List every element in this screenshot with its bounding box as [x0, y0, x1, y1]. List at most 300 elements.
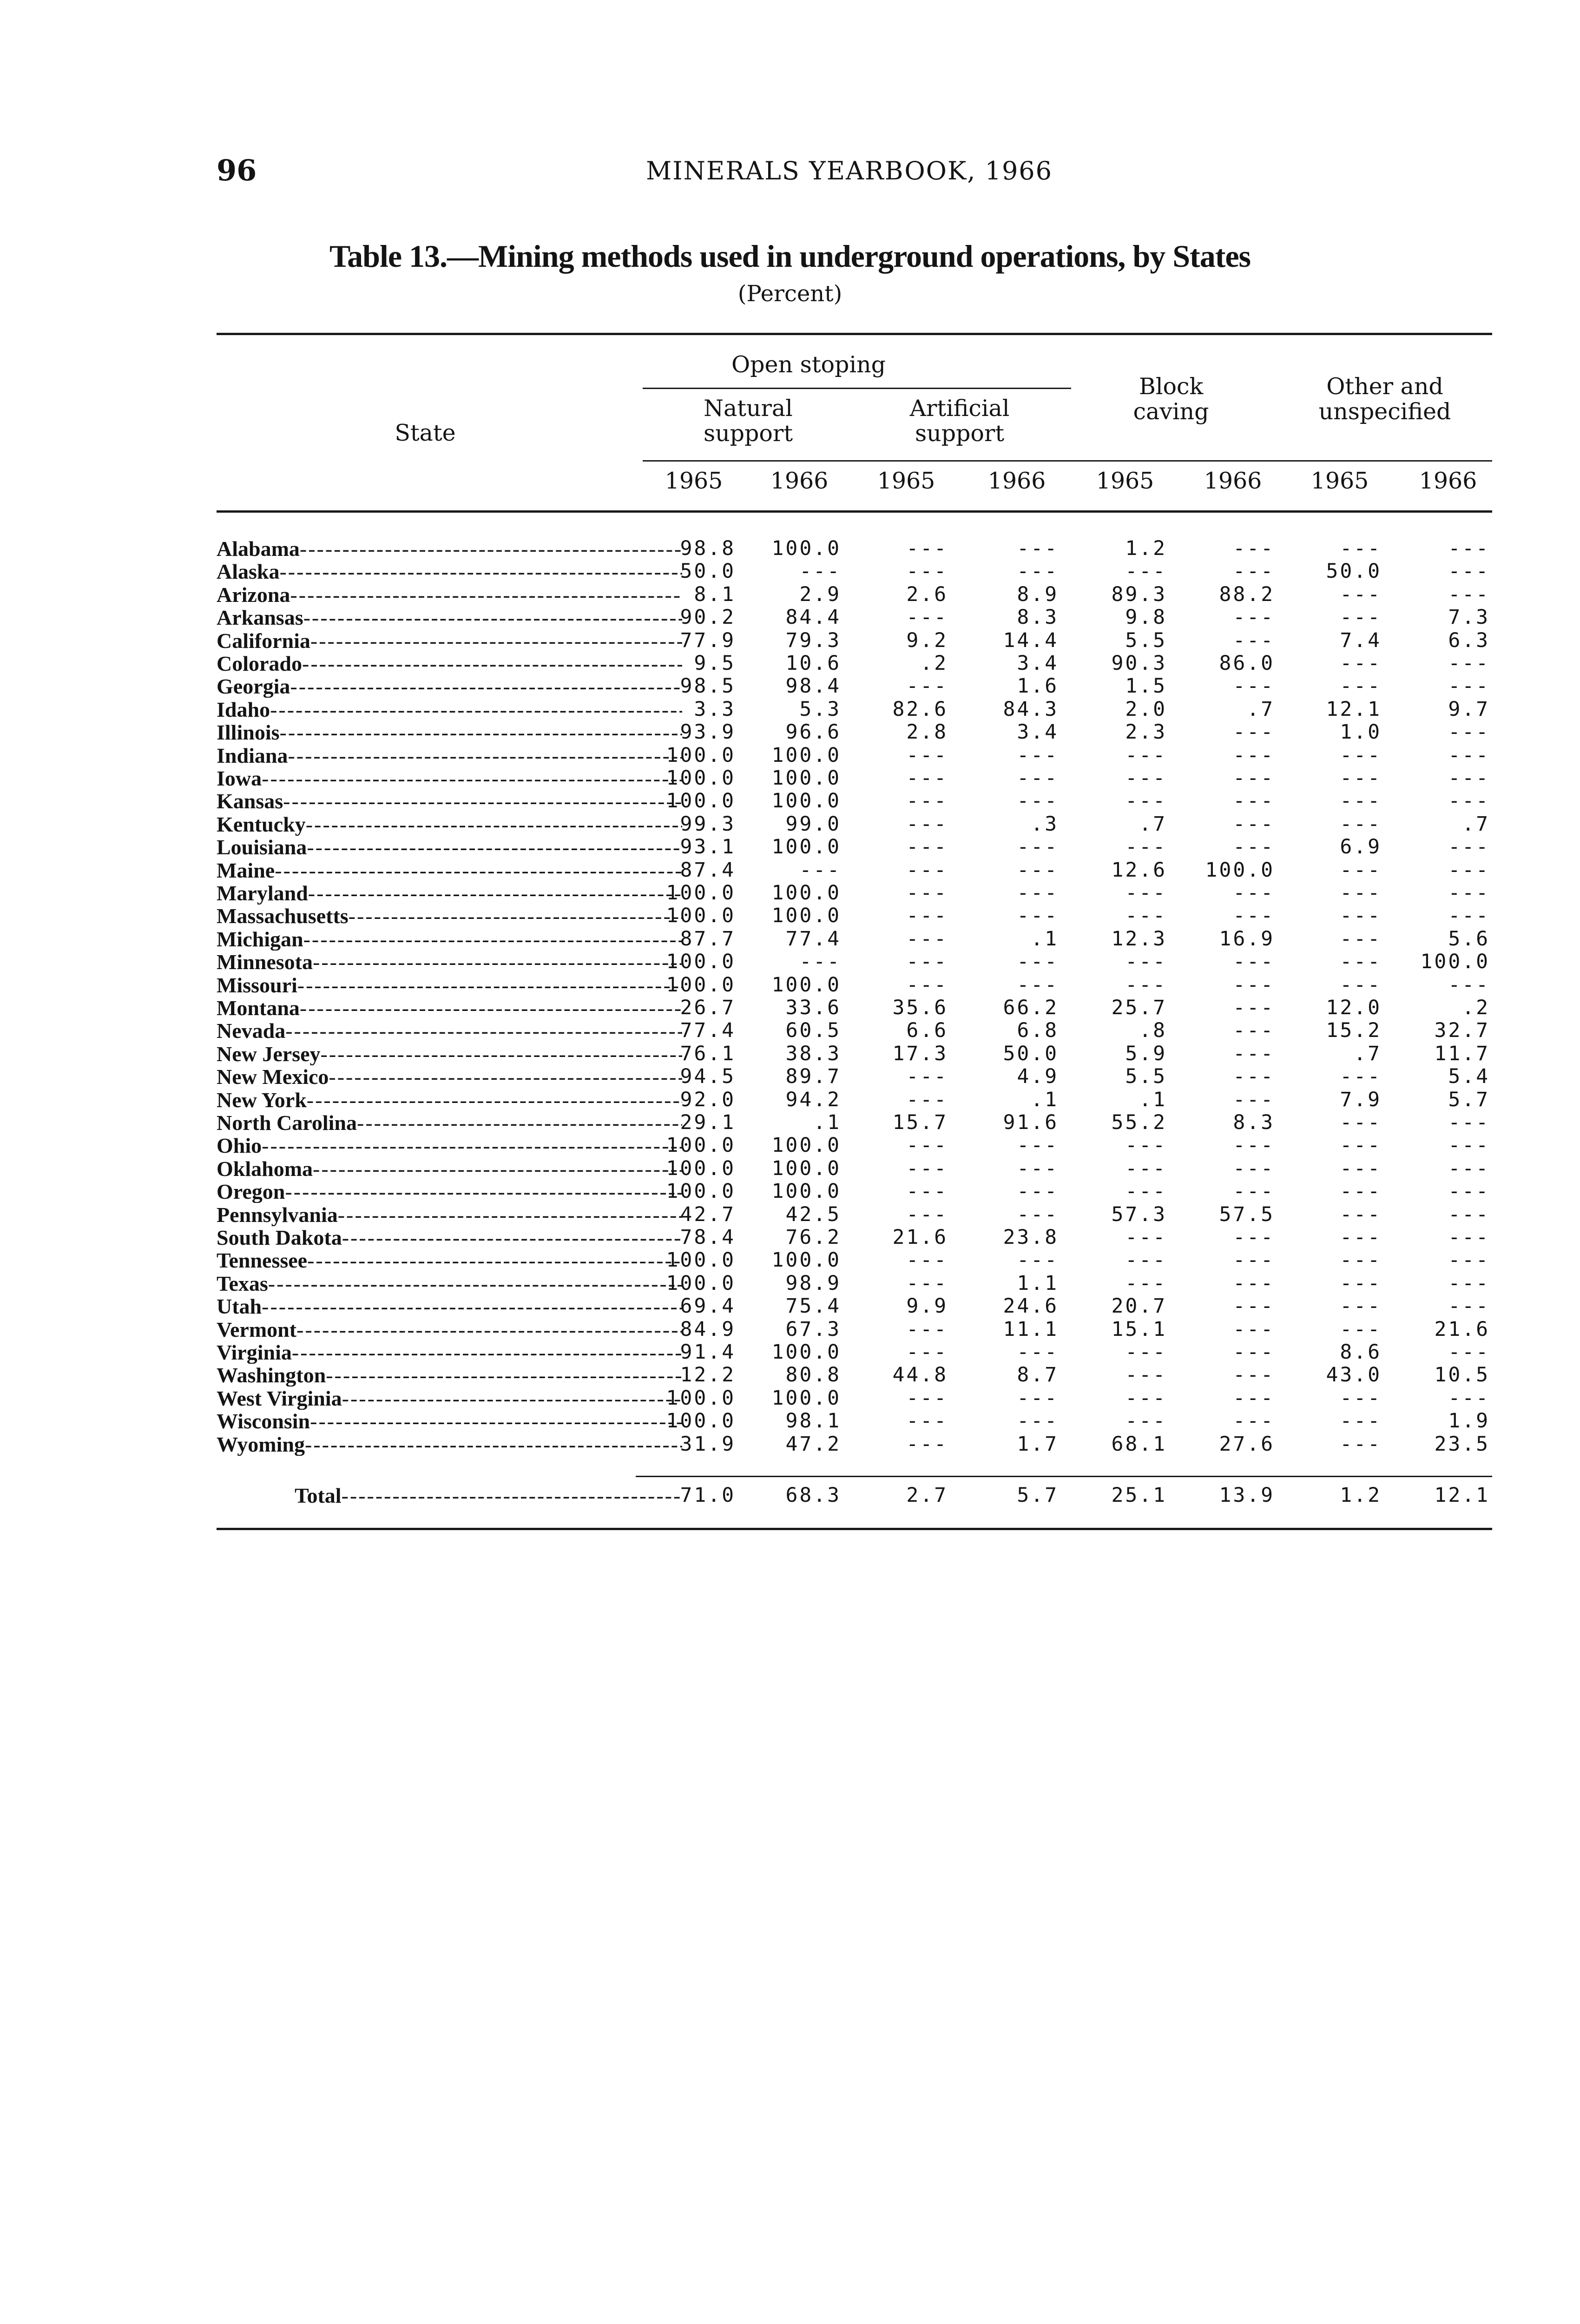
table-cell: 99.0: [785, 812, 841, 836]
table-cell: ---: [1125, 1248, 1167, 1272]
table-cell: 84.3: [1003, 698, 1059, 721]
table-cell: ---: [906, 904, 948, 927]
table-row: [0, 1019, 1580, 1042]
total-rule: [636, 1476, 1492, 1477]
table-cell: 87.4: [680, 858, 736, 882]
table-cell: ---: [1233, 629, 1275, 652]
table-cell: ---: [1340, 1433, 1382, 1456]
state-name: Oregon -----: [217, 1180, 682, 1203]
table-cell: 4.9: [1017, 1065, 1059, 1088]
table-cell: 12.0: [1326, 996, 1382, 1019]
table-cell: ---: [1448, 1203, 1490, 1226]
table-cell: 1.9: [1448, 1409, 1490, 1433]
table-cell: .3: [1031, 812, 1059, 836]
table-cell: ---: [906, 812, 948, 836]
table-cell: ---: [799, 560, 841, 583]
table-cell: ---: [1340, 1272, 1382, 1295]
table-cell: 9.7: [1448, 698, 1490, 721]
table-cell: 44.8: [892, 1363, 948, 1386]
table-row: [0, 583, 1580, 606]
state-name: Alaska -----: [217, 560, 682, 583]
state-name: North Carolina -----: [217, 1111, 682, 1134]
state-name: New Mexico -----: [217, 1065, 682, 1088]
table-cell: 78.4: [680, 1226, 736, 1249]
table-row: [0, 1203, 1580, 1226]
table-cell: .7: [1139, 812, 1167, 836]
table-cell: 7.3: [1448, 606, 1490, 629]
table-cell: ---: [906, 950, 948, 973]
table-cell: ---: [1340, 583, 1382, 606]
table-cell: 5.5: [1125, 629, 1167, 652]
table-cell: 100.0: [666, 1386, 736, 1410]
table-cell: ---: [1448, 1340, 1490, 1364]
table-cell: 100.0: [1205, 858, 1275, 882]
total-cell: 2.7: [906, 1484, 948, 1507]
table-cell: ---: [1233, 904, 1275, 927]
table-cell: ---: [1233, 1134, 1275, 1157]
table-subtitle: (Percent): [737, 281, 843, 307]
table-cell: ---: [1340, 1386, 1382, 1410]
table-cell: ---: [1340, 973, 1382, 997]
table-cell: 8.3: [1017, 606, 1059, 629]
table-row: [0, 836, 1580, 858]
table-cell: ---: [1448, 674, 1490, 698]
table-cell: ---: [1125, 835, 1167, 858]
open-stoping-rule: [643, 388, 1071, 389]
table-cell: 15.1: [1111, 1318, 1167, 1341]
table-cell: 75.4: [785, 1294, 841, 1318]
table-top-rule: [217, 333, 1492, 335]
table-cell: 2.0: [1125, 698, 1167, 721]
table-row: [0, 859, 1580, 882]
header-other-unspecified: [1306, 374, 1464, 424]
header-natural-support: [683, 396, 813, 446]
table-cell: ---: [1017, 1409, 1059, 1433]
table-cell: 20.7: [1111, 1294, 1167, 1318]
table-cell: 8.7: [1017, 1363, 1059, 1386]
state-name: New York -----: [217, 1089, 682, 1111]
table-row: [0, 1089, 1580, 1111]
table-cell: ---: [1017, 1134, 1059, 1157]
state-name: West Virginia -----: [217, 1387, 682, 1410]
table-row: [0, 744, 1580, 767]
table-cell: ---: [1340, 858, 1382, 882]
table-cell: ---: [1448, 1248, 1490, 1272]
table-cell: 12.6: [1111, 858, 1167, 882]
table-cell: 23.8: [1003, 1226, 1059, 1249]
table-cell: 8.1: [694, 583, 736, 606]
table-cell: 2.6: [906, 583, 948, 606]
table-cell: ---: [1125, 1409, 1167, 1433]
state-name: Louisiana -----: [217, 836, 682, 858]
table-cell: 6.9: [1340, 835, 1382, 858]
table-row: [0, 1065, 1580, 1088]
table-cell: ---: [1233, 1340, 1275, 1364]
table-cell: 43.0: [1326, 1363, 1382, 1386]
table-cell: 100.0: [771, 537, 841, 560]
table-cell: ---: [1448, 1272, 1490, 1295]
header-natural-line2: support: [703, 420, 793, 447]
table-cell: ---: [906, 537, 948, 560]
table-cell: 77.9: [680, 629, 736, 652]
table-cell: 68.1: [1111, 1433, 1167, 1456]
table-row: [0, 698, 1580, 721]
table-cell: ---: [1448, 744, 1490, 767]
table-cell: ---: [1017, 766, 1059, 790]
table-cell: 11.7: [1434, 1042, 1490, 1065]
table-cell: ---: [1233, 812, 1275, 836]
state-name: Maryland -----: [217, 882, 682, 905]
table-row: [0, 606, 1580, 629]
table-cell: ---: [1448, 1157, 1490, 1180]
table-row: [0, 537, 1580, 560]
table-row: [0, 1111, 1580, 1134]
state-name: Massachusetts -----: [217, 905, 682, 927]
table-cell: 84.9: [680, 1318, 736, 1341]
table-cell: 33.6: [785, 996, 841, 1019]
table-row: [0, 767, 1580, 790]
table-row: [0, 1433, 1580, 1456]
table-cell: 77.4: [680, 1019, 736, 1042]
table-cell: ---: [1233, 1318, 1275, 1341]
table-cell: .2: [1462, 996, 1490, 1019]
table-cell: ---: [1017, 835, 1059, 858]
table-cell: 38.3: [785, 1042, 841, 1065]
state-name: Wyoming -----: [217, 1433, 682, 1456]
table-cell: .7: [1462, 812, 1490, 836]
state-name: Washington -----: [217, 1364, 682, 1386]
table-cell: ---: [1233, 766, 1275, 790]
state-name: Pennsylvania -----: [217, 1203, 682, 1226]
table-cell: 5.3: [799, 698, 841, 721]
table-cell: ---: [906, 1134, 948, 1157]
table-cell: ---: [1017, 950, 1059, 973]
table-cell: ---: [1125, 1226, 1167, 1249]
table-cell: 55.2: [1111, 1111, 1167, 1134]
table-cell: 8.3: [1233, 1111, 1275, 1134]
table-cell: ---: [1448, 720, 1490, 744]
table-row: [0, 1364, 1580, 1386]
table-cell: 100.0: [771, 1180, 841, 1203]
table-cell: ---: [1125, 1340, 1167, 1364]
table-row: [0, 1157, 1580, 1180]
table-cell: 5.6: [1448, 927, 1490, 951]
table-row: [0, 1226, 1580, 1249]
table-cell: ---: [1125, 1157, 1167, 1180]
table-cell: ---: [1233, 1042, 1275, 1065]
table-cell: 6.3: [1448, 629, 1490, 652]
table-cell: 91.6: [1003, 1111, 1059, 1134]
table-cell: 23.5: [1434, 1433, 1490, 1456]
table-cell: .1: [1139, 1088, 1167, 1111]
table-cell: 6.8: [1017, 1019, 1059, 1042]
table-cell: ---: [1448, 858, 1490, 882]
state-name: Montana -----: [217, 997, 682, 1019]
table-cell: 1.2: [1125, 537, 1167, 560]
table-cell: 98.1: [785, 1409, 841, 1433]
total-cell: 12.1: [1434, 1484, 1490, 1507]
table-cell: ---: [1448, 904, 1490, 927]
table-cell: 93.1: [680, 835, 736, 858]
state-name: South Dakota -----: [217, 1226, 682, 1249]
state-name: Idaho -----: [217, 698, 682, 721]
table-cell: 90.3: [1111, 652, 1167, 675]
table-cell: 88.2: [1219, 583, 1275, 606]
table-cell: ---: [1340, 950, 1382, 973]
table-cell: ---: [1448, 652, 1490, 675]
table-cell: ---: [906, 1180, 948, 1203]
table-cell: ---: [1233, 1065, 1275, 1088]
table-cell: ---: [1233, 744, 1275, 767]
state-name: Indiana -----: [217, 744, 682, 767]
total-label: Total -----: [295, 1484, 682, 1507]
table-cell: 100.0: [771, 1386, 841, 1410]
table-cell: ---: [906, 1065, 948, 1088]
table-cell: 12.3: [1111, 927, 1167, 951]
table-cell: ---: [1340, 606, 1382, 629]
table-cell: 100.0: [666, 973, 736, 997]
table-cell: 15.2: [1326, 1019, 1382, 1042]
table-cell: ---: [799, 858, 841, 882]
table-row: [0, 997, 1580, 1019]
table-cell: ---: [1340, 1318, 1382, 1341]
year-header: 1966: [770, 468, 829, 494]
table-cell: ---: [1017, 1340, 1059, 1364]
table-cell: ---: [1125, 766, 1167, 790]
table-cell: ---: [906, 1272, 948, 1295]
table-cell: ---: [1340, 1111, 1382, 1134]
table-cell: 66.2: [1003, 996, 1059, 1019]
table-cell: ---: [906, 1248, 948, 1272]
table-cell: ---: [1017, 1248, 1059, 1272]
table-cell: 76.2: [785, 1226, 841, 1249]
state-name: Minnesota -----: [217, 951, 682, 973]
table-cell: ---: [906, 606, 948, 629]
state-name: Georgia -----: [217, 675, 682, 698]
table-cell: 98.4: [785, 674, 841, 698]
table-cell: 87.7: [680, 927, 736, 951]
state-name: Arkansas -----: [217, 606, 682, 629]
table-cell: 3.4: [1017, 720, 1059, 744]
table-cell: 3.3: [694, 698, 736, 721]
table-cell: 27.6: [1219, 1433, 1275, 1456]
header-block-line2: caving: [1133, 398, 1209, 425]
table-cell: 100.0: [666, 1180, 736, 1203]
table-cell: 100.0: [666, 1409, 736, 1433]
table-cell: 57.3: [1111, 1203, 1167, 1226]
table-cell: 100.0: [771, 789, 841, 812]
table-cell: ---: [906, 858, 948, 882]
table-cell: ---: [1017, 904, 1059, 927]
table-cell: ---: [1340, 537, 1382, 560]
table-cell: 98.5: [680, 674, 736, 698]
table-cell: ---: [1017, 560, 1059, 583]
table-cell: ---: [1340, 1294, 1382, 1318]
table-cell: ---: [906, 1386, 948, 1410]
table-cell: ---: [1125, 1134, 1167, 1157]
table-cell: 10.5: [1434, 1363, 1490, 1386]
table-cell: .2: [920, 652, 948, 675]
table-cell: ---: [1125, 950, 1167, 973]
table-cell: 12.1: [1326, 698, 1382, 721]
total-cell: 1.2: [1340, 1484, 1382, 1507]
total-cell: 68.3: [785, 1484, 841, 1507]
table-cell: 100.0: [771, 766, 841, 790]
table-cell: ---: [1233, 674, 1275, 698]
table-row: [0, 1249, 1580, 1272]
state-name: Tennessee -----: [217, 1249, 682, 1272]
table-cell: 24.6: [1003, 1294, 1059, 1318]
table-cell: ---: [906, 881, 948, 905]
header-block-caving: [1106, 374, 1236, 424]
table-cell: 5.9: [1125, 1042, 1167, 1065]
table-cell: ---: [1125, 1386, 1167, 1410]
table-cell: 98.8: [680, 537, 736, 560]
table-cell: ---: [1233, 1386, 1275, 1410]
table-cell: .7: [1247, 698, 1275, 721]
table-cell: 7.9: [1340, 1088, 1382, 1111]
state-name: Michigan -----: [217, 928, 682, 951]
table-cell: ---: [906, 560, 948, 583]
table-row: [0, 1318, 1580, 1341]
state-name: Iowa -----: [217, 767, 682, 790]
table-cell: ---: [1125, 789, 1167, 812]
table-row: [0, 905, 1580, 927]
table-title: Table 13.—Mining methods used in underground operations, by States: [329, 238, 1251, 274]
table-cell: ---: [906, 789, 948, 812]
year-header: 1966: [988, 468, 1046, 494]
table-cell: .8: [1139, 1019, 1167, 1042]
table-cell: 21.6: [892, 1226, 948, 1249]
table-cell: ---: [1125, 560, 1167, 583]
table-cell: 25.7: [1111, 996, 1167, 1019]
table-cell: ---: [1233, 1180, 1275, 1203]
table-cell: ---: [1233, 835, 1275, 858]
table-cell: 100.0: [771, 1134, 841, 1157]
state-name: Oklahoma -----: [217, 1157, 682, 1180]
state-name: Kansas -----: [217, 790, 682, 812]
year-header: 1965: [877, 468, 935, 494]
table-cell: ---: [1125, 881, 1167, 905]
table-row: [0, 813, 1580, 836]
table-cell: 12.2: [680, 1363, 736, 1386]
table-cell: ---: [1340, 766, 1382, 790]
table-row: [0, 1295, 1580, 1318]
table-cell: 5.5: [1125, 1065, 1167, 1088]
table-cell: ---: [1448, 537, 1490, 560]
header-artificial-support: [890, 396, 1029, 446]
table-cell: 2.8: [906, 720, 948, 744]
state-name: Texas -----: [217, 1272, 682, 1295]
table-cell: 100.0: [666, 1248, 736, 1272]
table-cell: ---: [1448, 1134, 1490, 1157]
table-cell: 10.6: [785, 652, 841, 675]
table-cell: ---: [906, 1157, 948, 1180]
table-cell: 7.4: [1340, 629, 1382, 652]
table-cell: ---: [1233, 1248, 1275, 1272]
table-cell: ---: [1125, 1180, 1167, 1203]
table-cell: 1.6: [1017, 674, 1059, 698]
total-cell: 71.0: [680, 1484, 736, 1507]
table-cell: 42.5: [785, 1203, 841, 1226]
table-cell: 1.1: [1017, 1272, 1059, 1295]
table-cell: ---: [906, 835, 948, 858]
total-cell: 5.7: [1017, 1484, 1059, 1507]
table-cell: 96.6: [785, 720, 841, 744]
table-cell: 15.7: [892, 1111, 948, 1134]
table-cell: 11.1: [1003, 1318, 1059, 1341]
header-open-stoping: Open stoping: [731, 351, 886, 378]
table-cell: ---: [1017, 1386, 1059, 1410]
table-cell: 26.7: [680, 996, 736, 1019]
header-other-line2: unspecified: [1318, 398, 1451, 425]
table-row: [0, 790, 1580, 812]
table-cell: .1: [1031, 927, 1059, 951]
table-cell: 3.4: [1017, 652, 1059, 675]
table-cell: 100.0: [771, 1248, 841, 1272]
table-cell: ---: [1125, 973, 1167, 997]
table-cell: 57.5: [1219, 1203, 1275, 1226]
table-cell: ---: [1448, 881, 1490, 905]
table-cell: ---: [906, 744, 948, 767]
table-cell: ---: [1233, 881, 1275, 905]
year-header: 1965: [1310, 468, 1369, 494]
table-cell: ---: [1448, 973, 1490, 997]
header-artificial-line2: support: [915, 420, 1005, 447]
table-cell: 69.4: [680, 1294, 736, 1318]
table-cell: ---: [1448, 1294, 1490, 1318]
table-cell: ---: [1340, 1134, 1382, 1157]
table-cell: ---: [1448, 1386, 1490, 1410]
table-cell: ---: [1340, 789, 1382, 812]
table-cell: 100.0: [666, 904, 736, 927]
table-cell: ---: [1340, 744, 1382, 767]
table-cell: 50.0: [1003, 1042, 1059, 1065]
table-cell: ---: [1340, 927, 1382, 951]
header-block-line1: Block: [1139, 373, 1204, 400]
table-cell: ---: [1233, 537, 1275, 560]
table-cell: ---: [1340, 1248, 1382, 1272]
table-cell: ---: [1448, 1180, 1490, 1203]
table-cell: 9.8: [1125, 606, 1167, 629]
table-cell: 100.0: [771, 1157, 841, 1180]
table-cell: 42.7: [680, 1203, 736, 1226]
state-name: California -----: [217, 629, 682, 652]
table-cell: ---: [1448, 789, 1490, 812]
state-name: Colorado -----: [217, 652, 682, 675]
table-row: [0, 1410, 1580, 1433]
table-cell: ---: [1233, 789, 1275, 812]
table-cell: ---: [1340, 1409, 1382, 1433]
table-cell: 35.6: [892, 996, 948, 1019]
table-cell: .7: [1354, 1042, 1382, 1065]
table-cell: ---: [1233, 950, 1275, 973]
page-number: 96: [217, 153, 257, 187]
table-cell: ---: [1340, 674, 1382, 698]
state-name: Alabama -----: [217, 537, 682, 560]
table-cell: 77.4: [785, 927, 841, 951]
table-cell: ---: [1125, 744, 1167, 767]
year-rule: [643, 460, 1492, 462]
table-cell: 2.3: [1125, 720, 1167, 744]
table-cell: 100.0: [1420, 950, 1490, 973]
year-header: 1965: [665, 468, 723, 494]
table-cell: ---: [906, 1318, 948, 1341]
table-cell: 93.9: [680, 720, 736, 744]
table-cell: ---: [1017, 789, 1059, 812]
table-cell: 91.4: [680, 1340, 736, 1364]
state-name: Wisconsin -----: [217, 1410, 682, 1433]
